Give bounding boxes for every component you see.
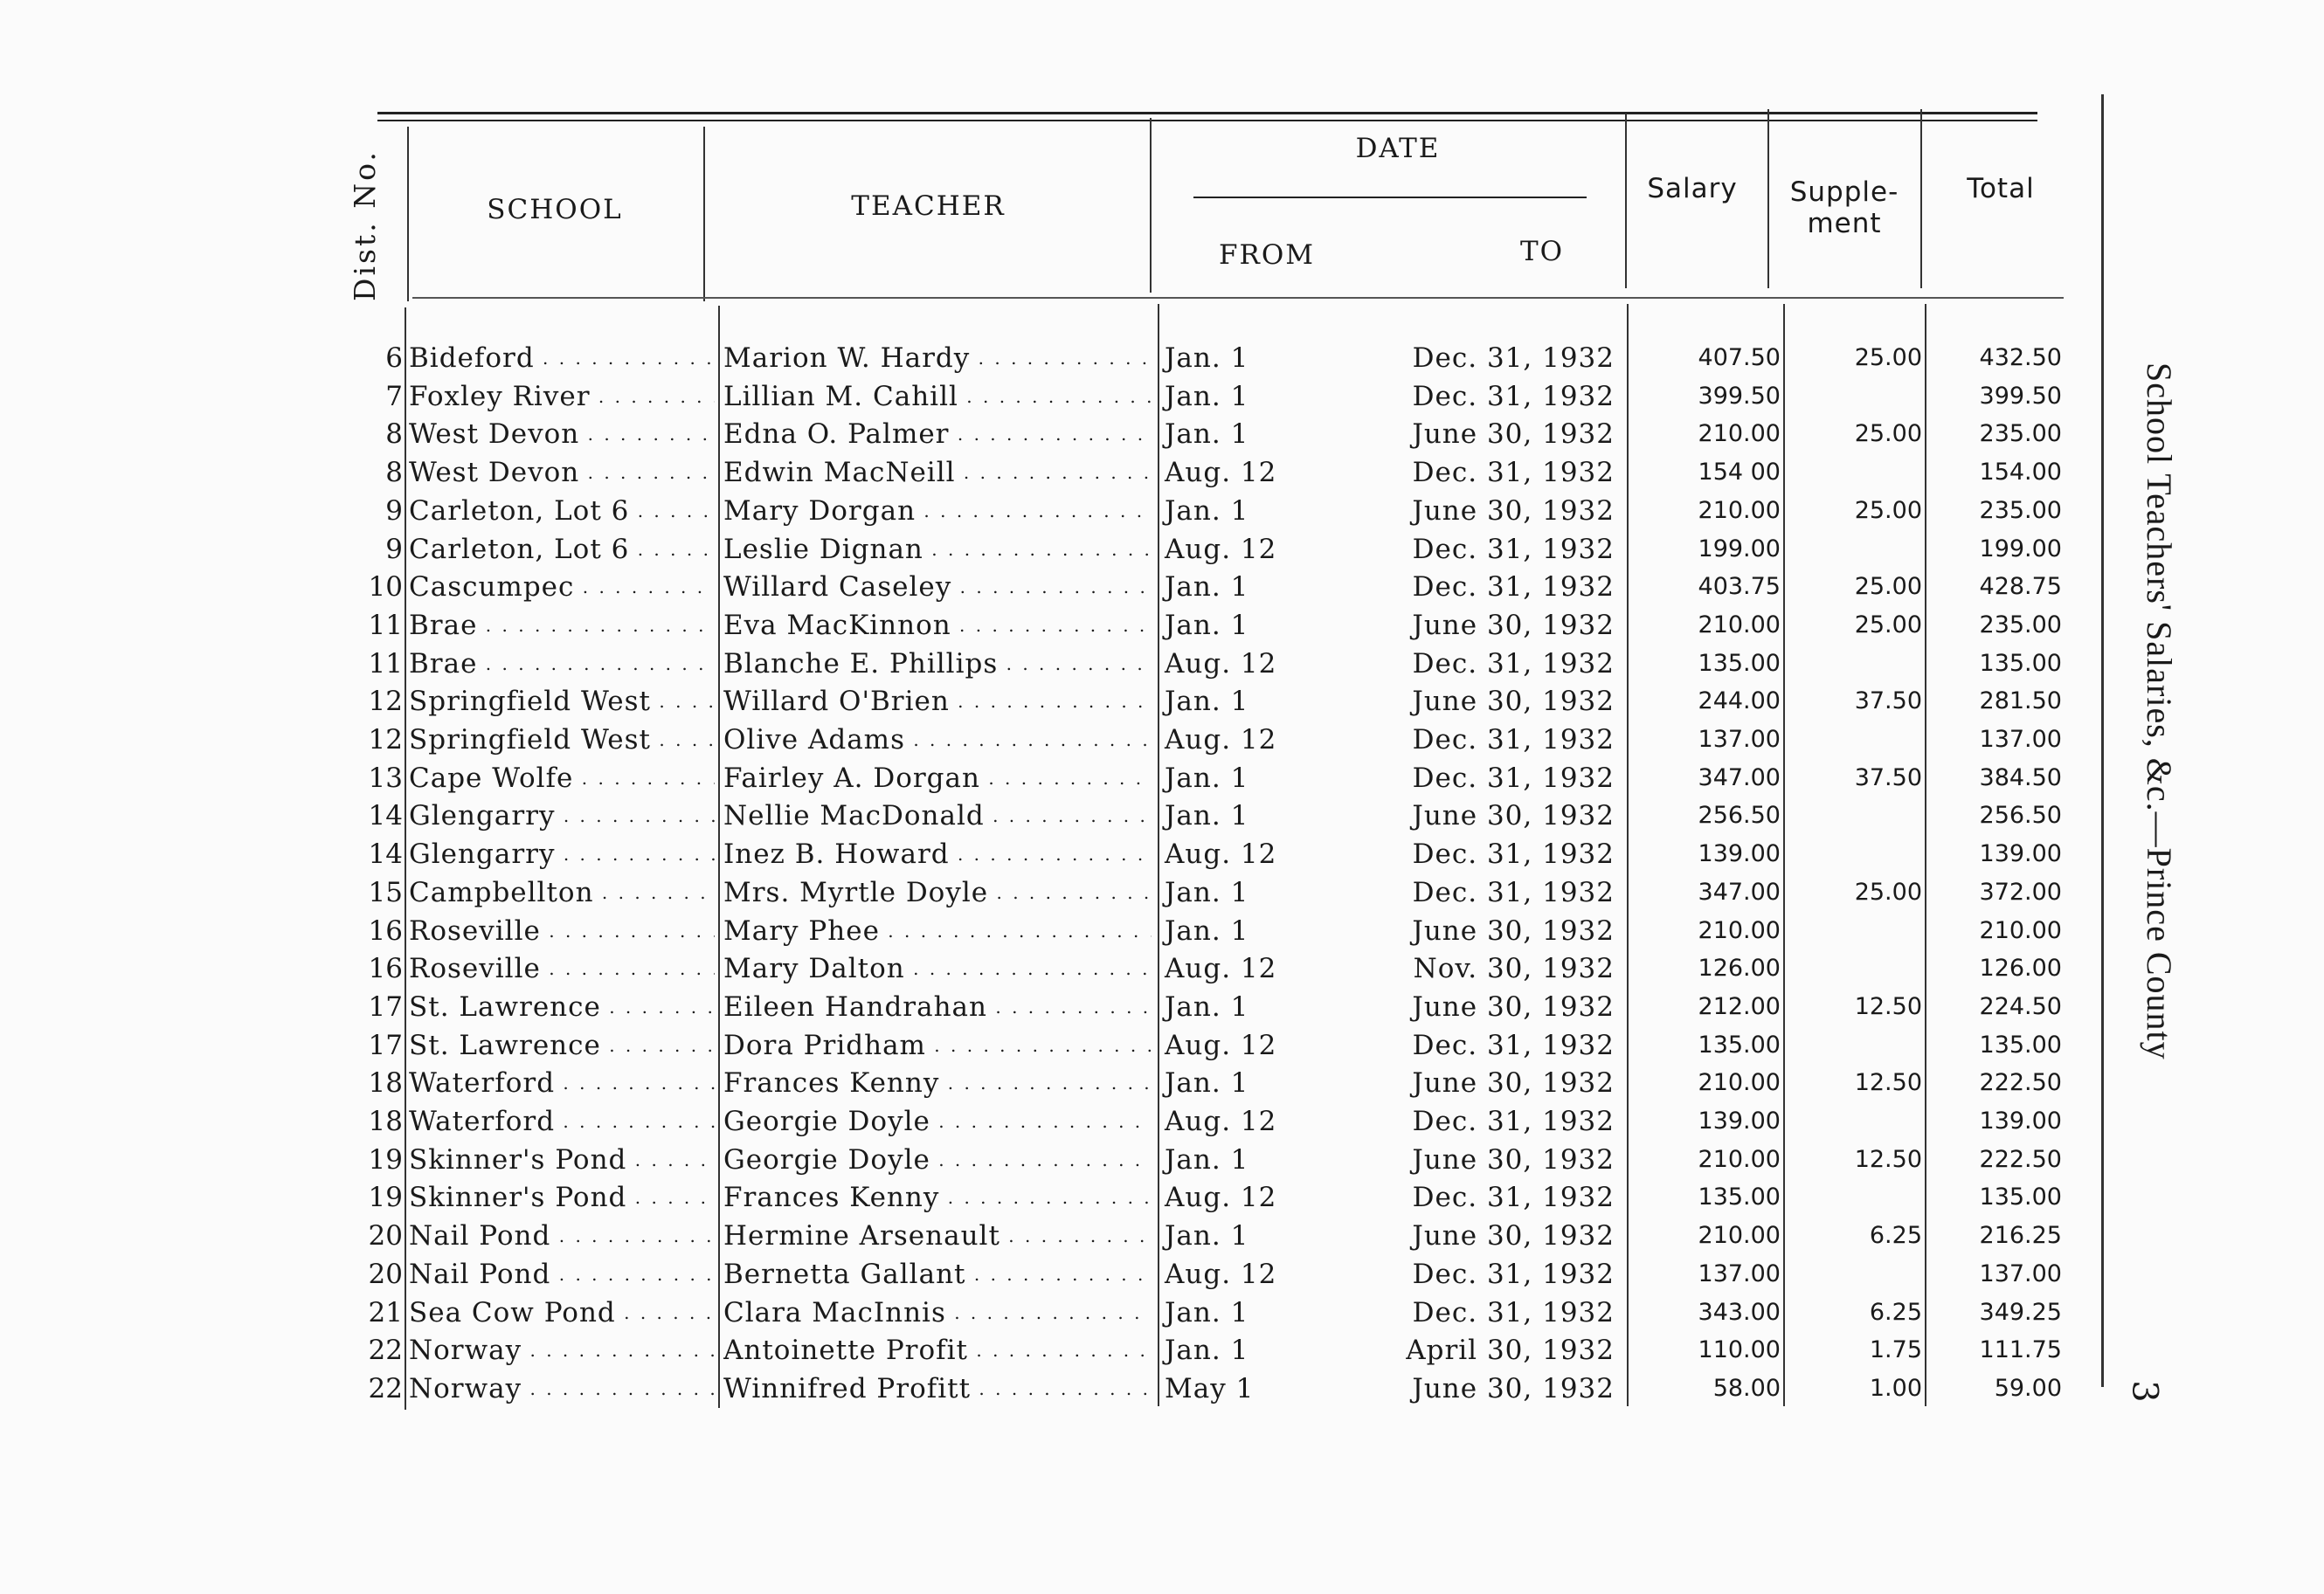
side-title: School Teachers' Salaries, &c.—Prince County xyxy=(2140,362,2179,1060)
salary-value: 407.50 xyxy=(1698,344,1781,371)
teacher-name: Lillian M. Cahill . . . xyxy=(723,377,1152,416)
date-to: June 30, 1932 xyxy=(1412,1220,1615,1252)
salary-value: 137.00 xyxy=(1698,726,1781,753)
school-name: Cascumpec . . . xyxy=(409,568,715,606)
total-value: 137.00 xyxy=(1979,726,2062,753)
date-from: Aug. 12 xyxy=(1165,457,1277,489)
dist-number: 8 xyxy=(385,457,403,489)
teacher-name: Mary Dorgan . . . xyxy=(723,492,1152,530)
teacher-name: Fairley A. Dorgan . . . xyxy=(723,759,1152,797)
page-number: 3 xyxy=(2124,1380,2165,1403)
school-name: West Devon . . . xyxy=(409,453,715,492)
supplement-value: 12.50 xyxy=(1854,992,1922,1020)
supplement-value: 1.00 xyxy=(1869,1374,1922,1402)
supplement-value: 25.00 xyxy=(1854,611,1922,638)
salary-value: 126.00 xyxy=(1698,955,1781,983)
school-name: Cape Wolfe . . . xyxy=(409,759,715,797)
school-name: St. Lawrence . . . xyxy=(409,1026,715,1065)
date-to: Dec. 31, 1932 xyxy=(1412,838,1615,871)
salary-value: 347.00 xyxy=(1698,763,1781,791)
total-value: 428.75 xyxy=(1979,573,2062,601)
school-name: Bideford . . . xyxy=(409,339,715,377)
date-from: Jan. 1 xyxy=(1165,571,1249,604)
supplement-value: 6.25 xyxy=(1869,1298,1922,1326)
table-row xyxy=(0,492,2324,530)
date-from: Aug. 12 xyxy=(1165,953,1277,985)
top-rule-1 xyxy=(377,112,2037,114)
salary-value: 244.00 xyxy=(1698,687,1781,715)
date-to: June 30, 1932 xyxy=(1412,1067,1615,1100)
date-from: Jan. 1 xyxy=(1165,1067,1249,1100)
date-from: Aug. 12 xyxy=(1165,1258,1277,1290)
header-divider xyxy=(703,127,705,301)
top-rule-2 xyxy=(377,120,2037,121)
school-name: Roseville . . . xyxy=(409,949,715,988)
school-name: Carleton, Lot 6 . . . xyxy=(409,492,715,530)
date-to: June 30, 1932 xyxy=(1412,800,1615,832)
school-header: SCHOOL xyxy=(487,194,623,225)
teacher-name: Georgie Doyle . . . xyxy=(723,1102,1152,1141)
date-to: June 30, 1932 xyxy=(1412,494,1615,527)
date-to: June 30, 1932 xyxy=(1412,686,1615,718)
supplement-value: 25.00 xyxy=(1854,420,1922,448)
date-from: Aug. 12 xyxy=(1165,838,1277,871)
table-row xyxy=(0,835,2324,873)
date-to: Dec. 31, 1932 xyxy=(1412,1182,1615,1214)
teacher-name: Edna O. Palmer . . . xyxy=(723,415,1152,453)
total-header: Total xyxy=(1967,173,2035,204)
teacher-header: TEACHER xyxy=(851,190,1006,222)
total-value: 224.50 xyxy=(1979,992,2062,1020)
teacher-name: Frances Kenny . . . xyxy=(723,1064,1152,1102)
date-from: Jan. 1 xyxy=(1165,494,1249,527)
header-divider xyxy=(1767,109,1769,288)
salary-value: 110.00 xyxy=(1698,1336,1781,1364)
table-row xyxy=(0,949,2324,988)
salary-value: 256.50 xyxy=(1698,802,1781,830)
teacher-name: Blanche E. Phillips . . . xyxy=(723,645,1152,683)
table-row xyxy=(0,1064,2324,1102)
dist-number: 18 xyxy=(368,1106,403,1137)
date-to: June 30, 1932 xyxy=(1412,609,1615,641)
supplement-value: 37.50 xyxy=(1854,763,1922,791)
school-name: St. Lawrence . . . xyxy=(409,988,715,1026)
date-to: Dec. 31, 1932 xyxy=(1412,1029,1615,1061)
header-divider xyxy=(1920,109,1922,288)
date-from: Jan. 1 xyxy=(1165,800,1249,832)
school-name: Springfield West . . . xyxy=(409,721,715,759)
date-to: Dec. 31, 1932 xyxy=(1412,571,1615,604)
date-from: Jan. 1 xyxy=(1165,609,1249,641)
date-to: Dec. 31, 1932 xyxy=(1412,533,1615,565)
date-from: Jan. 1 xyxy=(1165,418,1249,451)
date-to: June 30, 1932 xyxy=(1412,1372,1615,1404)
table-row xyxy=(0,645,2324,683)
date-to: June 30, 1932 xyxy=(1412,1143,1615,1176)
total-value: 399.50 xyxy=(1979,382,2062,410)
salary-value: 154 00 xyxy=(1698,459,1781,486)
school-name: Norway . . . xyxy=(409,1370,715,1408)
salary-value: 135.00 xyxy=(1698,1031,1781,1059)
date-to: Dec. 31, 1932 xyxy=(1412,1106,1615,1137)
supplement-value: 1.75 xyxy=(1869,1336,1922,1364)
date-from: Jan. 1 xyxy=(1165,1335,1249,1367)
date-to: June 30, 1932 xyxy=(1412,990,1615,1023)
supplement-value: 25.00 xyxy=(1854,496,1922,524)
teacher-name: Clara MacInnis . . . xyxy=(723,1294,1152,1332)
dist-number: 17 xyxy=(368,1029,403,1061)
table-row xyxy=(0,1370,2324,1408)
teacher-name: Eileen Handrahan . . . xyxy=(723,988,1152,1026)
salary-value: 210.00 xyxy=(1698,611,1781,638)
dist-number: 22 xyxy=(368,1335,403,1367)
salary-value: 210.00 xyxy=(1698,1145,1781,1173)
total-value: 210.00 xyxy=(1979,916,2062,944)
supplement-header-line1: Supple- xyxy=(1789,176,1899,208)
total-value: 137.00 xyxy=(1979,1259,2062,1287)
supplement-value: 25.00 xyxy=(1854,878,1922,906)
school-name: Nail Pond . . . xyxy=(409,1217,715,1255)
salary-value: 139.00 xyxy=(1698,840,1781,868)
dist-number: 20 xyxy=(368,1220,403,1252)
header-bottom-rule xyxy=(412,297,2064,299)
teacher-name: Georgie Doyle . . . xyxy=(723,1141,1152,1179)
table-row xyxy=(0,415,2324,453)
date-from: Jan. 1 xyxy=(1165,762,1249,794)
date-from: Aug. 12 xyxy=(1165,1029,1277,1061)
total-value: 384.50 xyxy=(1979,763,2062,791)
teacher-name: Willard Caseley . . . xyxy=(723,568,1152,606)
table-row xyxy=(0,873,2324,912)
salary-value: 210.00 xyxy=(1698,420,1781,448)
total-value: 199.00 xyxy=(1979,535,2062,562)
school-name: Waterford . . . xyxy=(409,1064,715,1102)
dist-number: 20 xyxy=(368,1258,403,1290)
dist-number: 12 xyxy=(368,724,403,756)
teacher-name: Leslie Dignan . . . xyxy=(723,530,1152,569)
school-name: Foxley River . . . xyxy=(409,377,715,416)
date-to: Dec. 31, 1932 xyxy=(1412,876,1615,908)
total-value: 372.00 xyxy=(1979,878,2062,906)
dist-number: 13 xyxy=(368,762,403,794)
school-name: Sea Cow Pond . . . xyxy=(409,1294,715,1332)
salary-value: 403.75 xyxy=(1698,573,1781,601)
total-value: 256.50 xyxy=(1979,802,2062,830)
dist-number: 9 xyxy=(385,533,403,565)
table-row xyxy=(0,453,2324,492)
date-from: Jan. 1 xyxy=(1165,1143,1249,1176)
dist-number: 9 xyxy=(385,494,403,527)
teacher-name: Willard O'Brien . . . xyxy=(723,682,1152,721)
table-row xyxy=(0,682,2324,721)
teacher-name: Marion W. Hardy . . . xyxy=(723,339,1152,377)
supplement-value: 25.00 xyxy=(1854,573,1922,601)
school-name: Roseville . . . xyxy=(409,912,715,950)
total-value: 154.00 xyxy=(1979,459,2062,486)
supplement-value: 6.25 xyxy=(1869,1222,1922,1250)
dist-number: 19 xyxy=(368,1182,403,1214)
date-to: Dec. 31, 1932 xyxy=(1412,342,1615,374)
dist-number: 22 xyxy=(368,1372,403,1404)
date-to: Nov. 30, 1932 xyxy=(1413,953,1615,985)
date-from: Aug. 12 xyxy=(1165,1182,1277,1214)
date-from: Aug. 12 xyxy=(1165,533,1277,565)
total-value: 139.00 xyxy=(1979,1108,2062,1135)
date-header: DATE xyxy=(1355,133,1441,164)
date-from: Jan. 1 xyxy=(1165,342,1249,374)
date-from: Aug. 12 xyxy=(1165,1106,1277,1137)
table-row xyxy=(0,1255,2324,1294)
date-to: April 30, 1932 xyxy=(1406,1335,1615,1367)
total-value: 216.25 xyxy=(1979,1222,2062,1250)
date-to: Dec. 31, 1932 xyxy=(1412,1258,1615,1290)
table-row xyxy=(0,377,2324,416)
date-from: Aug. 12 xyxy=(1165,724,1277,756)
salary-value: 137.00 xyxy=(1698,1259,1781,1287)
school-name: Brae . . . xyxy=(409,606,715,645)
total-value: 126.00 xyxy=(1979,955,2062,983)
salary-value: 135.00 xyxy=(1698,1183,1781,1211)
table-row xyxy=(0,1026,2324,1065)
date-to: June 30, 1932 xyxy=(1412,418,1615,451)
total-value: 432.50 xyxy=(1979,344,2062,371)
teacher-name: Edwin MacNeill . . . xyxy=(723,453,1152,492)
supplement-value: 25.00 xyxy=(1854,344,1922,371)
teacher-name: Inez B. Howard . . . xyxy=(723,835,1152,873)
total-value: 135.00 xyxy=(1979,1183,2062,1211)
teacher-name: Dora Pridham . . . xyxy=(723,1026,1152,1065)
header-divider xyxy=(1150,118,1152,293)
table-row xyxy=(0,1102,2324,1141)
teacher-name: Nellie MacDonald . . . xyxy=(723,797,1152,835)
dist-number: 19 xyxy=(368,1143,403,1176)
table-row xyxy=(0,1294,2324,1332)
salary-header: Salary xyxy=(1647,173,1738,204)
table-row xyxy=(0,1217,2324,1255)
table-row xyxy=(0,988,2324,1026)
total-value: 59.00 xyxy=(1994,1374,2062,1402)
school-name: Brae . . . xyxy=(409,645,715,683)
dist-number: 16 xyxy=(368,914,403,947)
total-value: 135.00 xyxy=(1979,1031,2062,1059)
date-from: Jan. 1 xyxy=(1165,1296,1249,1328)
dist-number: 14 xyxy=(368,800,403,832)
school-name: Skinner's Pond . . . xyxy=(409,1178,715,1217)
school-name: Springfield West . . . xyxy=(409,682,715,721)
teacher-name: Antoinette Profit . . . xyxy=(723,1331,1152,1370)
salary-value: 199.00 xyxy=(1698,535,1781,562)
date-from: Jan. 1 xyxy=(1165,914,1249,947)
salary-value: 343.00 xyxy=(1698,1298,1781,1326)
date-to: Dec. 31, 1932 xyxy=(1412,762,1615,794)
date-from: Jan. 1 xyxy=(1165,876,1249,908)
dist-number: 7 xyxy=(385,380,403,412)
salary-value: 210.00 xyxy=(1698,1069,1781,1097)
total-value: 281.50 xyxy=(1979,687,2062,715)
table-row xyxy=(0,568,2324,606)
date-from: Jan. 1 xyxy=(1165,380,1249,412)
date-to: Dec. 31, 1932 xyxy=(1412,647,1615,680)
salary-value: 347.00 xyxy=(1698,878,1781,906)
teacher-name: Winnifred Profitt . . . xyxy=(723,1370,1152,1408)
dist-number: 21 xyxy=(368,1296,403,1328)
date-from: May 1 xyxy=(1165,1372,1255,1404)
supplement-value: 12.50 xyxy=(1854,1069,1922,1097)
salary-value: 210.00 xyxy=(1698,1222,1781,1250)
salary-value: 212.00 xyxy=(1698,992,1781,1020)
school-name: Norway . . . xyxy=(409,1331,715,1370)
school-name: Waterford . . . xyxy=(409,1102,715,1141)
teacher-name: Bernetta Gallant . . . xyxy=(723,1255,1152,1294)
total-value: 111.75 xyxy=(1979,1336,2062,1364)
total-value: 222.50 xyxy=(1979,1069,2062,1097)
dist-number: 6 xyxy=(385,342,403,374)
date-to: Dec. 31, 1932 xyxy=(1412,724,1615,756)
teacher-name: Olive Adams . . . xyxy=(723,721,1152,759)
total-value: 139.00 xyxy=(1979,840,2062,868)
dist-number: 12 xyxy=(368,686,403,718)
salary-value: 139.00 xyxy=(1698,1108,1781,1135)
dist-number: 14 xyxy=(368,838,403,871)
table-row xyxy=(0,339,2324,377)
dist-number: 15 xyxy=(368,876,403,908)
teacher-name: Hermine Arsenault . . . xyxy=(723,1217,1152,1255)
teacher-name: Eva MacKinnon . . . xyxy=(723,606,1152,645)
date-from: Jan. 1 xyxy=(1165,1220,1249,1252)
salary-value: 210.00 xyxy=(1698,496,1781,524)
teacher-name: Mary Dalton . . . xyxy=(723,949,1152,988)
salary-value: 210.00 xyxy=(1698,916,1781,944)
dist-number: 11 xyxy=(368,647,403,680)
salary-value: 58.00 xyxy=(1712,1374,1781,1402)
table-row xyxy=(0,606,2324,645)
date-to: Dec. 31, 1932 xyxy=(1412,457,1615,489)
header-divider xyxy=(407,127,409,301)
table-row xyxy=(0,721,2324,759)
school-name: West Devon . . . xyxy=(409,415,715,453)
school-name: Skinner's Pond . . . xyxy=(409,1141,715,1179)
dist-number: 8 xyxy=(385,418,403,451)
dist-number: 18 xyxy=(368,1067,403,1100)
table-row xyxy=(0,1331,2324,1370)
to-header: TO xyxy=(1519,236,1565,267)
date-from: Jan. 1 xyxy=(1165,686,1249,718)
dist-number: 16 xyxy=(368,953,403,985)
total-value: 135.00 xyxy=(1979,649,2062,677)
table-row xyxy=(0,759,2324,797)
school-name: Glengarry . . . xyxy=(409,835,715,873)
date-from: Jan. 1 xyxy=(1165,990,1249,1023)
from-header: FROM xyxy=(1218,239,1315,271)
school-name: Nail Pond . . . xyxy=(409,1255,715,1294)
total-value: 235.00 xyxy=(1979,611,2062,638)
table-row xyxy=(0,530,2324,569)
total-value: 235.00 xyxy=(1979,420,2062,448)
total-value: 235.00 xyxy=(1979,496,2062,524)
date-from: Aug. 12 xyxy=(1165,647,1277,680)
table-row xyxy=(0,1141,2324,1179)
salary-value: 399.50 xyxy=(1698,382,1781,410)
table-row xyxy=(0,1178,2324,1217)
teacher-name: Mary Phee . . . xyxy=(723,912,1152,950)
dist-number: 11 xyxy=(368,609,403,641)
date-to: Dec. 31, 1932 xyxy=(1412,1296,1615,1328)
supplement-value: 12.50 xyxy=(1854,1145,1922,1173)
teacher-name: Mrs. Myrtle Doyle . . . xyxy=(723,873,1152,912)
dist-number: 17 xyxy=(368,990,403,1023)
date-to: Dec. 31, 1932 xyxy=(1412,380,1615,412)
date-underline xyxy=(1193,197,1587,198)
table-row xyxy=(0,912,2324,950)
school-name: Carleton, Lot 6 . . . xyxy=(409,530,715,569)
total-value: 222.50 xyxy=(1979,1145,2062,1173)
supplement-value: 37.50 xyxy=(1854,687,1922,715)
total-value: 349.25 xyxy=(1979,1298,2062,1326)
supplement-header-line2: ment xyxy=(1807,208,1882,239)
date-to: June 30, 1932 xyxy=(1412,914,1615,947)
dist-number: 10 xyxy=(368,571,403,604)
school-name: Campbellton . . . xyxy=(409,873,715,912)
teacher-name: Frances Kenny . . . xyxy=(723,1178,1152,1217)
school-name: Glengarry . . . xyxy=(409,797,715,835)
salary-value: 135.00 xyxy=(1698,649,1781,677)
dist-no-header: Dist. No. xyxy=(348,149,382,301)
table-row xyxy=(0,797,2324,835)
